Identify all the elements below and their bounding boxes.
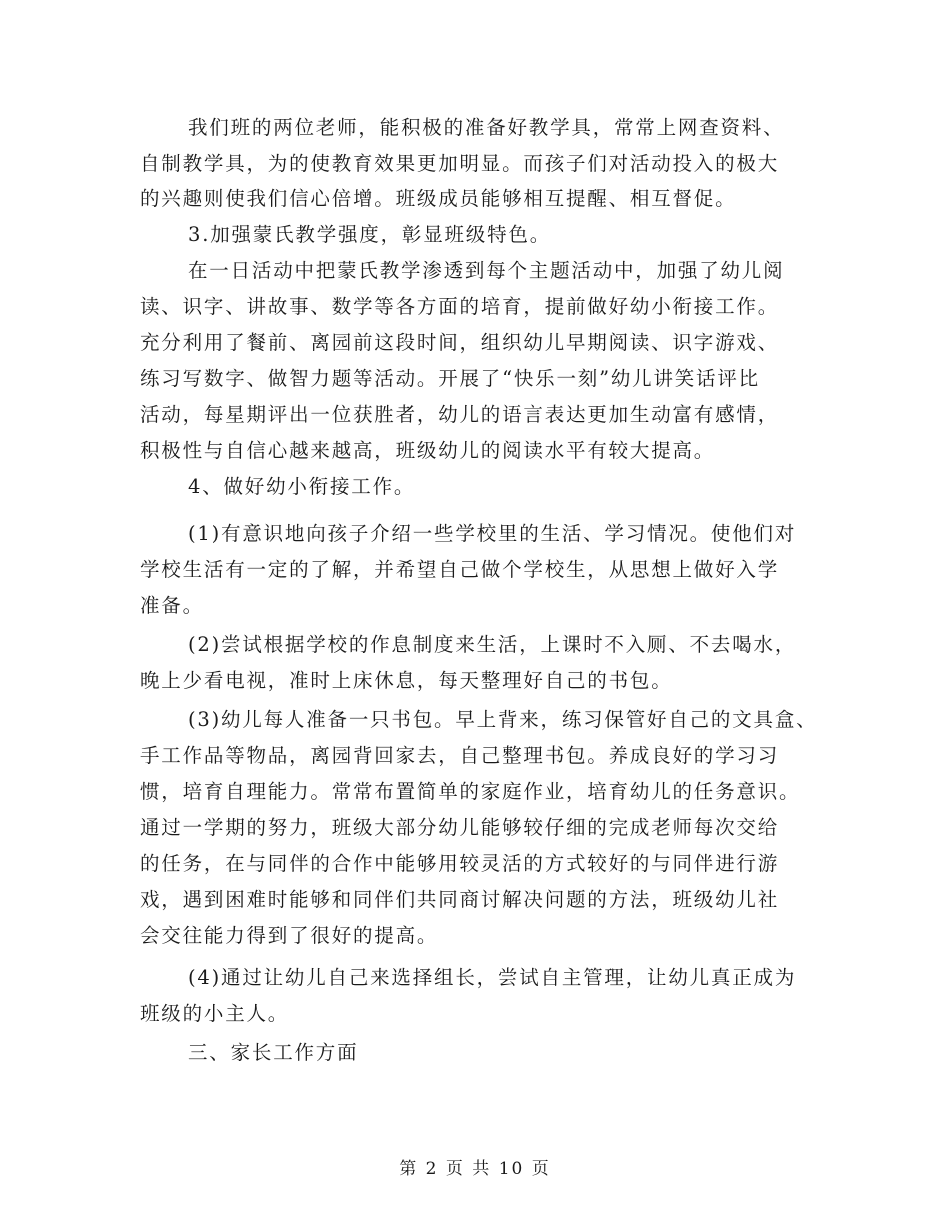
- paragraph-line: 读、识字、讲故事、数学等各方面的培育，提前做好幼小衔接工作。: [140, 295, 780, 318]
- paragraph-line: 的任务，在与同伴的合作中能够用较灵活的方式较好的与同伴进行游: [140, 852, 780, 875]
- paragraph-line: 准备。: [140, 594, 204, 617]
- paragraph-line: 积极性与自信心越来越高，班级幼儿的阅读水平有较大提高。: [140, 439, 716, 462]
- paragraph-line: 班级的小主人。: [140, 1002, 290, 1025]
- paragraph-line: (3)幼儿每人准备一只书包。早上背来，练习保管好自己的文具盒、: [188, 708, 818, 731]
- paragraph-line: 会交往能力得到了很好的提高。: [140, 924, 439, 947]
- page-number-footer: 第 2 页 共 10 页: [399, 1159, 551, 1179]
- paragraph-line: (1)有意识地向孩子介绍一些学校里的生活、学习情况。使他们对: [188, 522, 797, 545]
- section-heading: 三、家长工作方面: [188, 1041, 359, 1064]
- paragraph-line: 戏，遇到困难时能够和同伴们共同商讨解决问题的方法，班级幼儿社: [140, 888, 780, 911]
- paragraph-line: 活动，每星期评出一位获胜者，幼儿的语言表达更加生动富有感情，: [140, 403, 780, 426]
- section-heading: 4、做好幼小衔接工作。: [188, 475, 416, 498]
- paragraph-line: 自制教学具，为的使教育效果更加明显。而孩子们对活动投入的极大: [140, 152, 780, 175]
- section-heading: 3.加强蒙氏教学强度，彰显班级特色。: [188, 223, 552, 246]
- paragraph-line: 惯，培育自理能力。常常布置简单的家庭作业，培育幼儿的任务意识。: [140, 780, 801, 803]
- paragraph-line: 通过一学期的努力，班级大部分幼儿能够较仔细的完成老师每次交给: [140, 816, 780, 839]
- paragraph-line: 练习写数字、做智力题等活动。开展了“快乐一刻”幼儿讲笑话评比: [140, 367, 760, 390]
- paragraph-line: 我们班的两位老师，能积极的准备好教学具，常常上网查资料、: [188, 116, 785, 139]
- paragraph-line: 充分利用了餐前、离园前这段时间，组织幼儿早期阅读、识字游戏、: [140, 331, 780, 354]
- paragraph-line: (4)通过让幼儿自己来选择组长，尝试自主管理，让幼儿真正成为: [188, 966, 797, 989]
- paragraph-line: (2)尝试根据学校的作息制度来生活，上课时不入厕、不去喝水，: [188, 633, 797, 656]
- paragraph-line: 在一日活动中把蒙氏教学渗透到每个主题活动中，加强了幼儿阅: [188, 259, 785, 282]
- paragraph-line: 手工作品等物品，离园背回家去，自己整理书包。养成良好的学习习: [140, 744, 780, 767]
- paragraph-line: 的兴趣则使我们信心倍增。班级成员能够相互提醒、相互督促。: [140, 187, 737, 210]
- paragraph-line: 学校生活有一定的了解，并希望自己做个学校生，从思想上做好入学: [140, 558, 780, 581]
- paragraph-line: 晚上少看电视，准时上床休息，每天整理好自己的书包。: [140, 669, 673, 692]
